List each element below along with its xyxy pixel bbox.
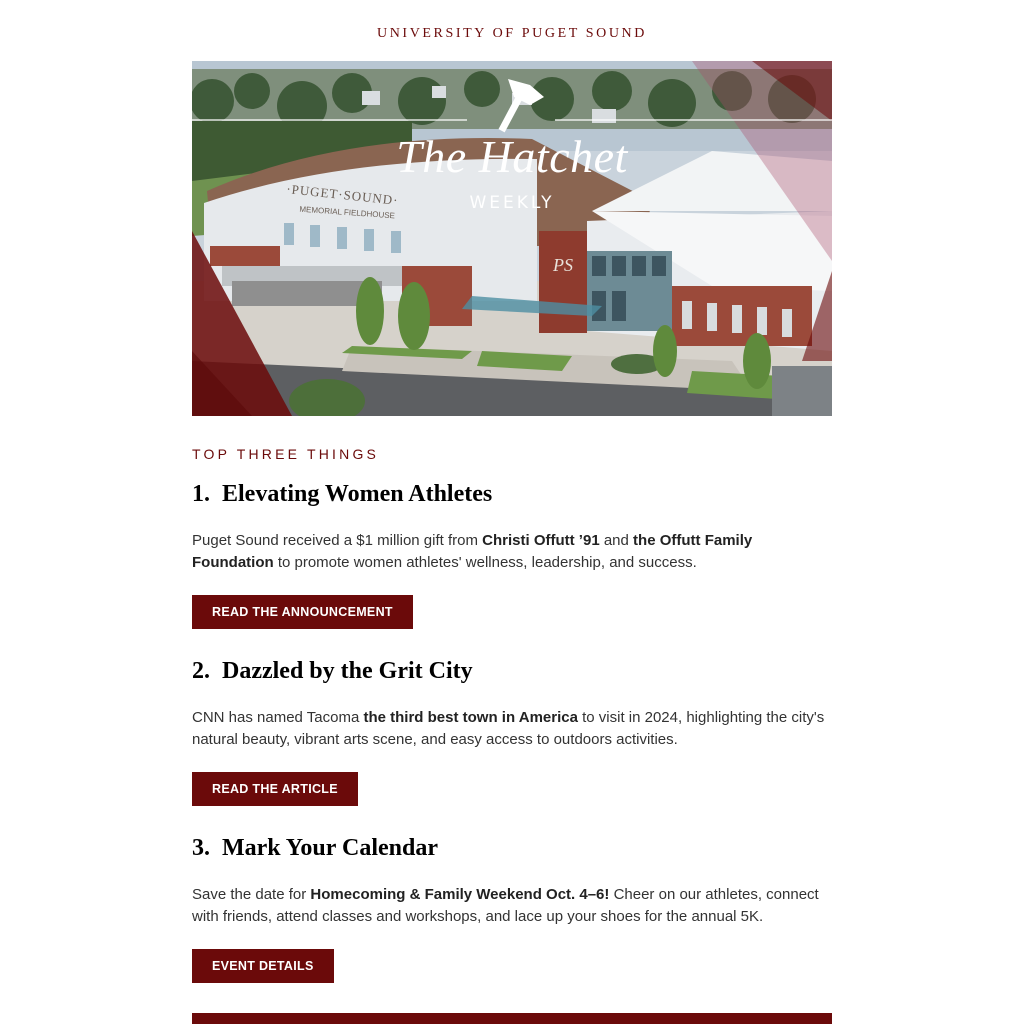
item-3-number: 3. xyxy=(192,835,210,861)
hatchet-title: The Hatchet xyxy=(396,131,628,182)
item-1-text: Puget Sound received a $1 million gift from xyxy=(192,532,483,549)
section-label: TOP THREE THINGS xyxy=(192,446,380,462)
building-subsign: MEMORIAL FIELDHOUSE xyxy=(299,204,396,221)
item-2-bold: the third best town in America xyxy=(363,709,578,726)
item-1-bold: the Offutt Family Foundation xyxy=(192,532,753,571)
item-1-title xyxy=(192,481,492,508)
item-3-text: Save the date for xyxy=(192,886,311,903)
item-1-text: and xyxy=(599,532,634,549)
item-3-heading: Mark Your Calendar xyxy=(222,835,438,861)
read-announcement-button[interactable]: READ THE ANNOUNCEMENT xyxy=(192,595,413,629)
item-2-body xyxy=(192,707,832,751)
footer-bar xyxy=(192,1013,832,1024)
event-details-button[interactable]: EVENT DETAILS xyxy=(192,949,334,983)
item-2-heading: Dazzled by the Grit City xyxy=(222,658,473,684)
item-2-text: to visit in 2024, highlighting the city's natural beauty, vibrant arts scene, and easy access to outdoors activities. xyxy=(192,709,825,748)
item-1-body xyxy=(192,530,832,574)
item-1-number: 1. xyxy=(192,481,210,507)
item-3-text: Cheer on our athletes, connect with friends, attend classes and workshops, and lace up your shoes for the annual 5K. xyxy=(192,886,819,925)
item-1-bold: Christi Offutt ’91 xyxy=(482,532,600,549)
item-3-body xyxy=(192,884,832,928)
item-1-text: to promote women athletes' wellness, leadership, and success. xyxy=(273,554,697,571)
weekly-subtitle: WEEKLY xyxy=(469,193,555,213)
item-3-title xyxy=(192,835,438,862)
hero-photo xyxy=(192,61,832,416)
university-brand: UNIVERSITY OF PUGET SOUND xyxy=(377,26,647,41)
item-2-number: 2. xyxy=(192,658,210,684)
ps-emblem: PS xyxy=(553,255,573,275)
item-2-title xyxy=(192,658,473,685)
item-2-text: CNN has named Tacoma xyxy=(192,709,364,726)
item-3-bold: Homecoming & Family Weekend Oct. 4–6! xyxy=(310,886,610,903)
read-article-button[interactable]: READ THE ARTICLE xyxy=(192,772,358,806)
item-1-heading: Elevating Women Athletes xyxy=(222,481,493,507)
hero-banner xyxy=(192,61,832,416)
building-sign: ·PUGET·SOUND· xyxy=(285,181,400,208)
